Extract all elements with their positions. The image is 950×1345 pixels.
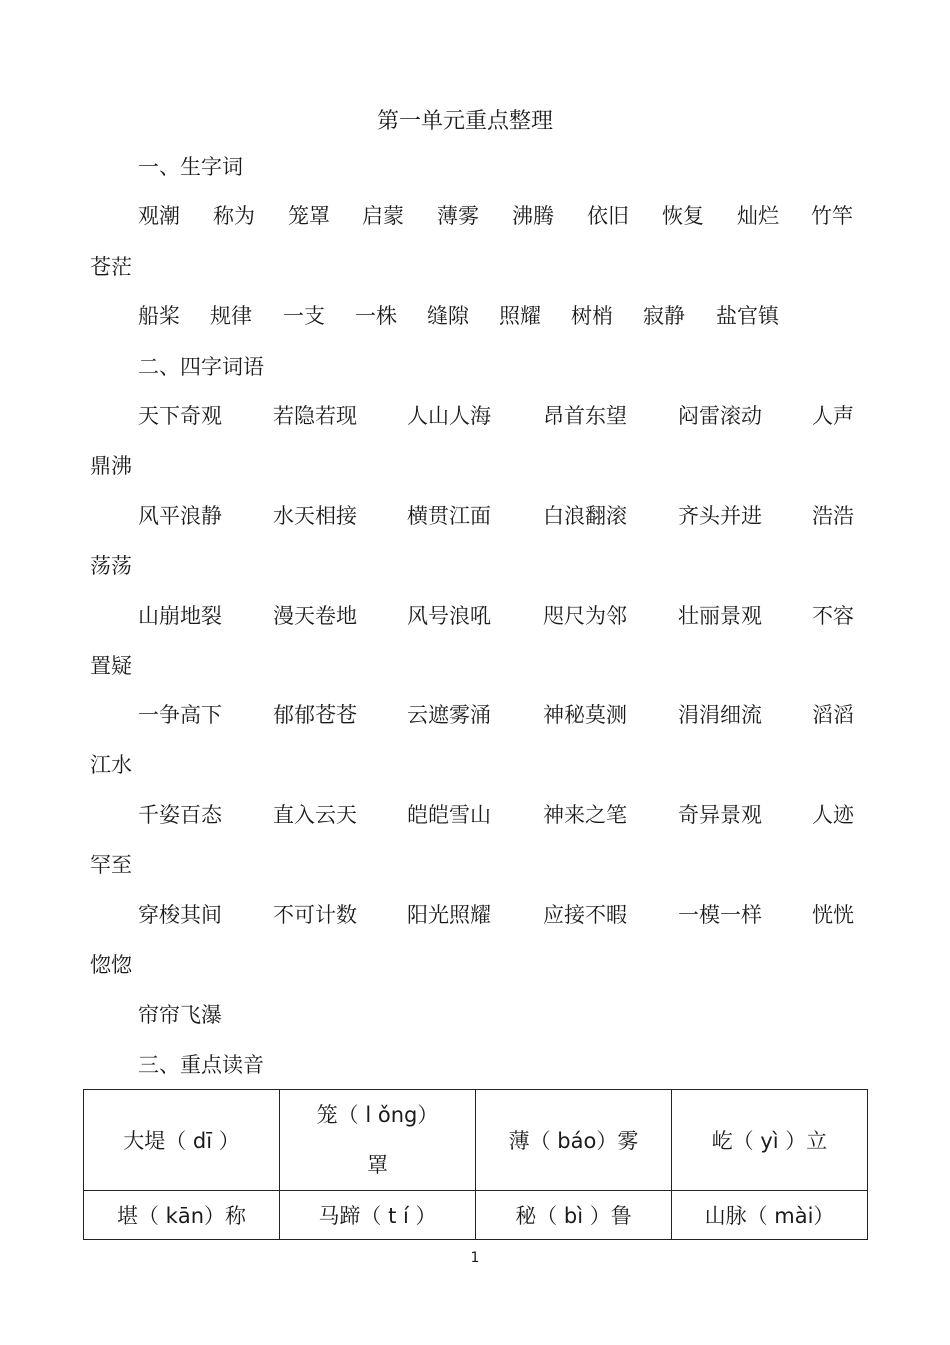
table-cell <box>280 1090 476 1191</box>
vocab-row-1-wrap <box>0 249 950 285</box>
word: 薄雾 <box>437 204 479 228</box>
idiom: 人声 <box>812 404 854 428</box>
cell-line: 罩 <box>367 1153 388 1177</box>
table-row <box>84 1090 868 1191</box>
idiom: 神秘莫测 <box>543 703 627 727</box>
idiom: 应接不暇 <box>543 903 627 927</box>
idiom: 滔滔 <box>812 703 854 727</box>
idiom: 置疑 <box>90 654 132 678</box>
idiom: 直入云天 <box>273 803 357 827</box>
heading-text: 三、重点读音 <box>138 1053 264 1077</box>
section-heading-2 <box>0 349 950 385</box>
word: 规律 <box>210 304 252 328</box>
idiom: 鼎沸 <box>90 454 132 478</box>
word: 一支 <box>283 304 325 328</box>
idiom: 罕至 <box>90 853 132 877</box>
heading-text: 一、生字词 <box>138 155 243 179</box>
word: 寂静 <box>643 304 685 328</box>
page-title: 第一单元重点整理 <box>376 109 553 134</box>
pronunciation-table <box>83 1089 868 1240</box>
section-heading-3 <box>0 1047 950 1083</box>
idiom-row-4-wrap <box>0 747 950 783</box>
idiom: 闷雷滚动 <box>678 404 762 428</box>
word: 依旧 <box>587 204 629 228</box>
word: 恢复 <box>662 204 704 228</box>
idiom-row-5 <box>0 797 950 833</box>
idiom: 天下奇观 <box>138 404 222 428</box>
word: 称为 <box>213 204 255 228</box>
idiom: 风号浪吼 <box>407 604 491 628</box>
page-number: 1 <box>470 1250 480 1266</box>
idiom: 阳光照耀 <box>407 903 491 927</box>
idiom: 穿梭其间 <box>138 903 222 927</box>
table-cell: 秘（ bì ）鲁 <box>476 1191 672 1240</box>
idiom-row-3-wrap <box>0 648 950 684</box>
word: 照耀 <box>499 304 541 328</box>
idiom-row-4 <box>0 697 950 733</box>
vocab-row-2 <box>0 298 950 334</box>
idiom: 漫天卷地 <box>273 604 357 628</box>
idiom-row-1 <box>0 398 950 434</box>
table-cell: 大堤（ dī ） <box>84 1090 280 1191</box>
table-cell: 马蹄（ t í ） <box>280 1191 476 1240</box>
idiom: 不可计数 <box>273 903 357 927</box>
idiom: 不容 <box>812 604 854 628</box>
idiom: 横贯江面 <box>407 504 491 528</box>
word: 沸腾 <box>512 204 554 228</box>
word: 竹竿 <box>811 204 853 228</box>
idiom: 奇异景观 <box>678 803 762 827</box>
heading-text: 二、四字词语 <box>138 355 264 379</box>
idiom-row-1-wrap <box>0 448 950 484</box>
word: 一株 <box>355 304 397 328</box>
idiom: 一模一样 <box>678 903 762 927</box>
table-cell: 屹（ yì ）立 <box>672 1090 868 1191</box>
word: 船桨 <box>138 304 180 328</box>
idiom-row-7 <box>0 997 950 1033</box>
idiom: 壮丽景观 <box>678 604 762 628</box>
idiom: 神来之笔 <box>543 803 627 827</box>
idiom-row-6 <box>0 897 950 933</box>
word: 缝隙 <box>427 304 469 328</box>
idiom: 水天相接 <box>273 504 357 528</box>
idiom: 齐头并进 <box>678 504 762 528</box>
idiom: 风平浪静 <box>138 504 222 528</box>
idiom: 云遮雾涌 <box>407 703 491 727</box>
idiom: 涓涓细流 <box>678 703 762 727</box>
section-heading-1 <box>0 149 950 185</box>
table-cell: 薄（ báo）雾 <box>476 1090 672 1191</box>
word: 盐官镇 <box>716 304 779 328</box>
idiom: 荡荡 <box>90 554 132 578</box>
word: 树梢 <box>571 304 613 328</box>
idiom: 白浪翻滚 <box>543 504 627 528</box>
idiom: 若隐若现 <box>273 404 357 428</box>
idiom: 一争高下 <box>138 703 222 727</box>
idiom: 咫尺为邻 <box>543 604 627 628</box>
table-row <box>84 1191 868 1240</box>
idiom: 千姿百态 <box>138 803 222 827</box>
idiom: 昂首东望 <box>543 404 627 428</box>
idiom-row-5-wrap <box>0 847 950 883</box>
idiom: 山崩地裂 <box>138 604 222 628</box>
idiom: 郁郁苍苍 <box>273 703 357 727</box>
idiom-row-6-wrap <box>0 947 950 983</box>
idiom: 恍恍 <box>812 903 854 927</box>
idiom: 帘帘飞瀑 <box>138 1003 222 1027</box>
word: 观潮 <box>138 204 180 228</box>
table-cell: 山脉（ mài） <box>672 1191 868 1240</box>
idiom: 人山人海 <box>407 404 491 428</box>
idiom-row-2-wrap <box>0 548 950 584</box>
idiom: 人迹 <box>812 803 854 827</box>
cell-line: 笼（ l ǒng） <box>316 1103 439 1127</box>
vocab-row-1 <box>0 198 950 234</box>
idiom: 皑皑雪山 <box>407 803 491 827</box>
word: 苍茫 <box>90 255 132 279</box>
word: 笼罩 <box>288 204 330 228</box>
idiom: 惚惚 <box>90 953 132 977</box>
word: 灿烂 <box>737 204 779 228</box>
idiom: 浩浩 <box>812 504 854 528</box>
table-cell: 堪（ kān）称 <box>84 1191 280 1240</box>
idiom-row-2 <box>0 498 950 534</box>
word: 启蒙 <box>362 204 404 228</box>
idiom-row-3 <box>0 598 950 634</box>
idiom: 江水 <box>90 753 132 777</box>
